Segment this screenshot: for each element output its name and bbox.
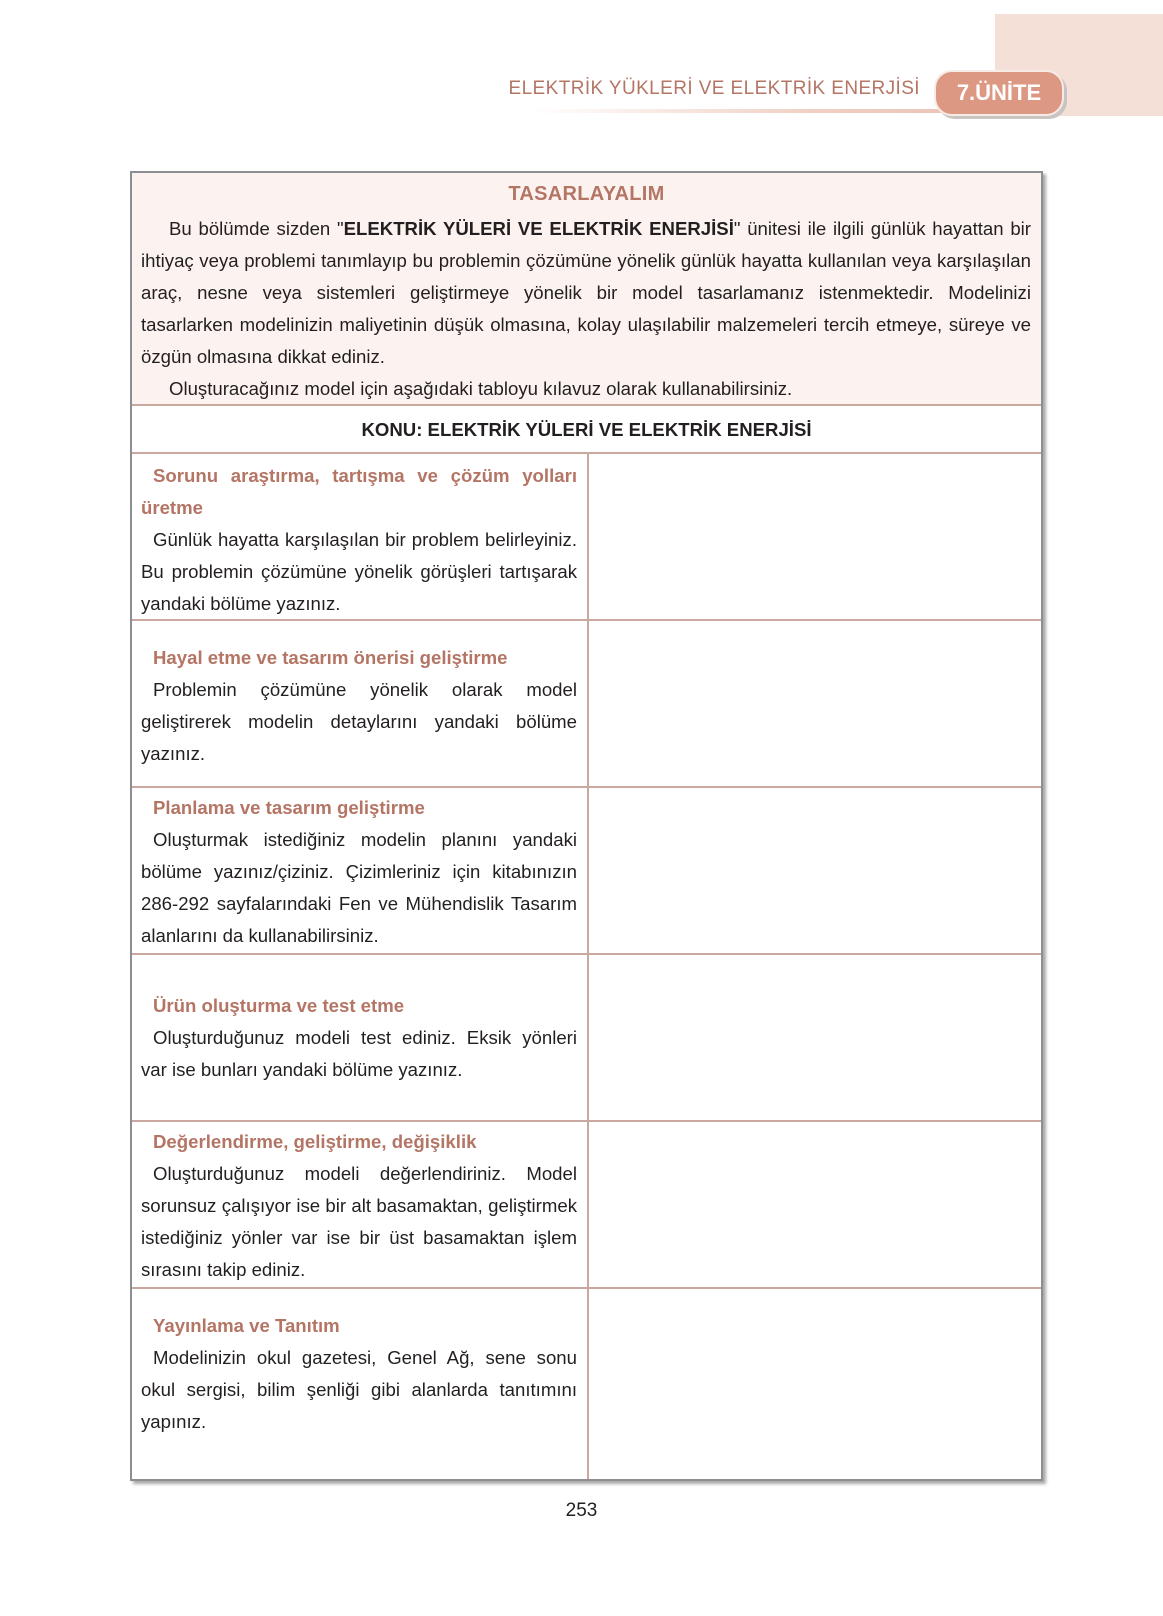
table-row [132,621,1041,788]
step-description: Modelinizin okul gazetesi, Genel Ağ, sene sonu okul sergisi, bilim şenliği gibi alanlarda tanıtımını yapınız. [141,1347,577,1432]
intro-text-part: " ünitesi ile ilgili günlük hayattan bir ihtiyaç veya problemi tanımlayıp bu problemin çözümüne yönelik günlük hayatta kullanılan veya karşılaşılan araç, nesne veya sistemleri geliştirmeye yönelik bir model tasarlamanız istenmektedir. Modelinizi tasarlarken modelinizin maliyetinin düşük olmasına, kolay ulaşılabilir malzemeleri tercih etmeye, süreye ve özgün olmasına dikkat ediniz. [141,218,1031,367]
step-heading: Ürün oluşturma ve test etme [153,995,405,1016]
step-heading: Değerlendirme, geliştirme, değişiklik [153,1131,477,1152]
design-worksheet [130,171,1043,1481]
intro-title: TASARLAYALIM [508,183,665,205]
step-heading: Sorunu araştırma, tartışma ve çözüm yolları üretme [141,465,577,518]
step-cell [132,1289,589,1479]
topic-heading: KONU: ELEKTRİK YÜLERİ VE ELEKTRİK ENERJİSİ [132,406,1041,454]
table-row [132,788,1041,955]
table-row [132,1289,1041,1479]
step-cell [132,1122,589,1287]
running-header: ELEKTRİK YÜKLERİ VE ELEKTRİK ENERJİSİ [508,78,920,99]
step-heading: Yayınlama ve Tanıtım [153,1315,340,1336]
step-cell [132,621,589,786]
intro-section [132,173,1041,406]
intro-paragraph-1 [141,213,1031,373]
step-description: Günlük hayatta karşılaşılan bir problem belirleyiniz. Bu problemin çözümüne yönelik görüşleri tartışarak yandaki bölüme yazınız. [141,529,577,614]
answer-area[interactable] [589,1122,1041,1287]
table-row [132,1122,1041,1289]
intro-text-part: Bu bölümde sizden " [169,218,344,239]
table-row [132,454,1041,621]
step-heading: Hayal etme ve tasarım önerisi geliştirme [153,647,508,668]
intro-paragraph-2: Oluşturacağınız model için aşağıdaki tabloyu kılavuz olarak kullanabilirsiniz. [169,378,793,399]
step-text [141,1126,577,1286]
step-text [141,642,577,770]
step-heading: Planlama ve tasarım geliştirme [153,797,425,818]
step-description: Oluşturduğunuz modeli test ediniz. Eksik yönleri var ise bunları yandaki bölüme yazınız. [141,1027,577,1080]
answer-area[interactable] [589,955,1041,1120]
step-cell [132,454,589,619]
step-cell [132,788,589,953]
intro-unit-name: ELEKTRİK YÜLERİ VE ELEKTRİK ENERJİSİ [343,218,734,239]
answer-area[interactable] [589,1289,1041,1479]
step-text [141,792,577,952]
answer-area[interactable] [589,788,1041,953]
step-cell [132,955,589,1120]
step-text [141,1310,577,1438]
step-text [141,990,577,1086]
page-number: 253 [565,1500,598,1521]
unit-badge: 7.ÜNİTE [934,70,1064,116]
step-text [141,460,577,620]
step-description: Oluşturmak istediğiniz modelin planını yandaki bölüme yazınız/çiziniz. Çizimleriniz için kitabınızın 286-292 sayfalarındaki Fen ve Mühendislik Tasarım alanlarını da kullanabilirsiniz. [141,829,577,946]
answer-area[interactable] [589,621,1041,786]
table-row [132,955,1041,1122]
step-description: Oluşturduğunuz modeli değerlendiriniz. Model sorunsuz çalışıyor ise bir alt basamaktan, geliştirmek istediğiniz yönler var ise bir üst basamaktan işlem sırasını takip ediniz. [141,1163,577,1280]
intro-text [141,213,1031,405]
answer-area[interactable] [589,454,1041,619]
step-description: Problemin çözümüne yönelik olarak model geliştirerek modelin detaylarını yandaki bölüme yazınız. [141,679,577,764]
